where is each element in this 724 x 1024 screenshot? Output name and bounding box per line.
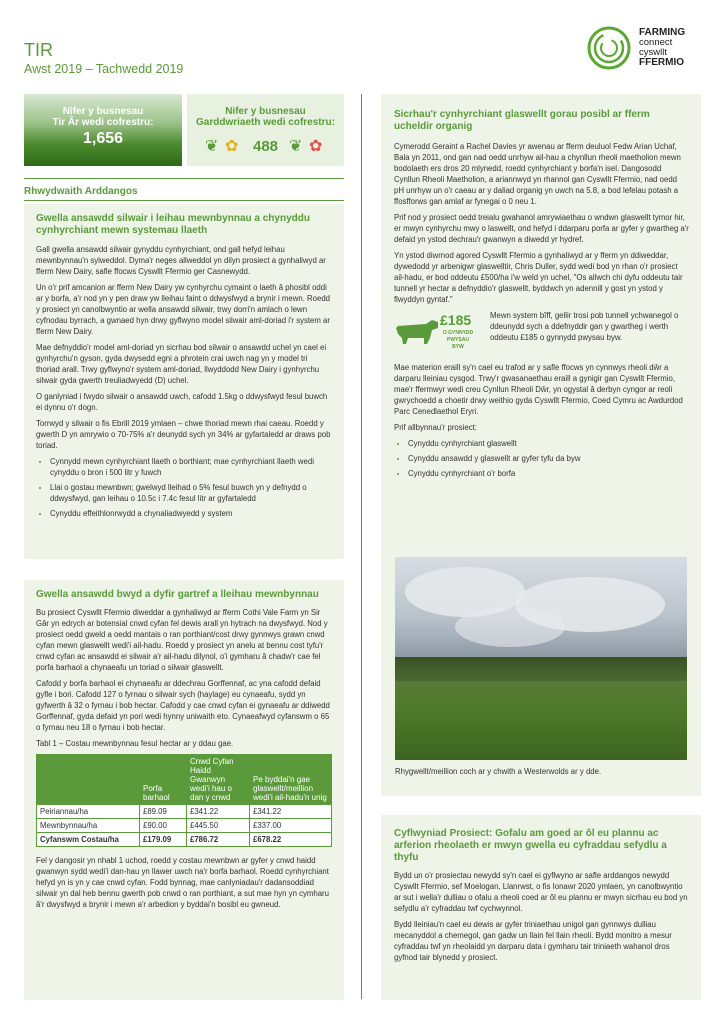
list-item: • Llai o gostau mewnbwn; gwelwyd lleihad o 5% fesul buwch yn y defnydd o ddwysfwyd, gan leihau o 10.5c i 7.4c fesul litr ar gyfartaledd [50, 482, 332, 504]
page-title: TIR [24, 40, 53, 60]
page-subtitle: Awst 2019 – Tachwedd 2019 [24, 62, 184, 76]
stat-hort-label-2: Garddwriaeth wedi cofrestru: [196, 117, 335, 128]
paragraph: Bu prosiect Cyswllt Ffermio diweddar a gynhaliwyd ar fferm Cothi Vale Farm yn Sir Gâr yn edrych ar botensial cnwd cyfan fel dewis arall yn hytrach na dwysfwyd. Nod y prosiect oedd gweld a oedd mantais o ran porthiant/cost drwy gynnwys grawn cnwd cyfan mewn glaswellt wedi'i ail-hadu. Roedd y prosiect yn anelu at bennu cost tyfu'r cnwd cyfan ac ansawdd ei silwair a'r ail-hadu dilynol, o'i gymharu â chadw'r cae fel porfa barhaol a chynaeafu un toriad o silwair glaswellt. [36, 608, 328, 672]
paragraph: Fel y dangosir yn nhabl 1 uchod, roedd y costau mewnbwn ar gyfer y cnwd haidd gwanwyn sydd wedi'i dan-hau yn llawer uwch na'r borfa barhaol. Roedd cynhyrchiant hefyd yn is yn y cae cnwd cyfan. Fodd bynnag, mae canlyniadau'r dadansoddiad silwair yn dal heb bennu gwerth pob cnwd o ran porthiant, a sut mae hyn yn cymharu â'r dwysfwyd a brynir i mewn a'r arbedion y byddai'n bosibl eu gwneud. [36, 856, 329, 909]
table-caption: Tabl 1 – Costau mewnbynnau fesul hectar ar y ddau gae. [36, 739, 234, 748]
paragraph: Gall gwella ansawdd silwair gynyddu cynhyrchiant, ond gall hefyd leihau mewnbynnau'n sylweddol. Dyma'r neges allweddol yn dilyn prosiect a gynhaliwyd ar fferm New Dairy, safle ffocws Cyswllt Ffermio ger Casnewydd. [36, 245, 326, 276]
plant-icon: ❦ [289, 138, 303, 155]
table-cell: £786.72 [187, 833, 250, 847]
list-item: • Cynnydd mewn cynhyrchiant llaeth o borthiant; mae cynhyrchiant llaeth wedi cynyddu o bron i 500 litr y fuwch [50, 456, 332, 478]
article-title: Gwella ansawdd bwyd a dyfir gartref a lleihau mewnbynnau [36, 589, 319, 600]
bullet-list [36, 456, 332, 519]
table-header [37, 755, 140, 805]
article-tree-care [381, 815, 701, 1000]
article-feed-quality [24, 580, 344, 1000]
paragraph: Cymerodd Geraint a Rachel Davies yr awenau ar fferm deuluol Fedw Arian Uchaf, Bala yn 2011, ond gan nad oedd unrhyw ail-hau a chynllun rheoli maetholion mewn bodolaeth ers dros 20 mlynedd, roedd cynhyrchiant y borfa'n isel. Dangosodd Cynllun Rheoli Maetholion, a ariannwyd yn rhannol gan Cyswllt Ffermio, nad oedd pH unrhyw un o'r caeau ar y daliad organig yn uwch na 5.8, a bod lefelau potash a ffosfforws gan amlaf ar fynegai o 0 neu 1. [394, 142, 681, 206]
paragraph: Bydd lleiniau'n cael eu dewis ar gyfer triniaethau unigol gan gynnwys dulliau mecanyddol a chemegol, gan gadw un llain fel llain rheoli. Bydd monitro a mesur cyfraddau twf yn rheolaidd yn darparu data i gymharu tair triniaeth wahanol dros gyfnod tair blynedd y prosiect. [394, 920, 672, 962]
logo-ring-icon [585, 24, 633, 72]
cost-table [36, 754, 332, 847]
paragraph: Cafodd y borfa barhaol ei chynaeafu ar ddechrau Gorffennaf, ac yna cafodd defaid gyfle i bori. Cafodd 127 o fyrnau o silwair sych (haylage) eu cynaeafu, sydd yn gyfwerth â 32 o fyrnau i bob hectar. Cafodd y cae cnwd cyfan ei gynaeafu ar ddiwedd Gorffennaf, gyda defaid yn pori wedi hynny uniwaith eto. Cynaeafwyd cyfanswm o 65 o fyrnau neu 18 o fyrnau i bob hectar. [36, 679, 330, 732]
list-item: • Cynyddu effeithlonrwydd a chynaliadwyedd y system [50, 508, 332, 519]
table-cell: Peiriannau/ha [37, 805, 140, 819]
table-header: Cnwd Cyfan Haidd Gwanwyn wedi'i hau o dan y cnwd [187, 755, 250, 805]
article-title: Sicrhau'r cynhyrchiant glaswellt gorau posibl ar fferm ucheldir organig [394, 109, 650, 132]
article-title: Cyflwyniad Prosiect: Gofalu am goed ar ôl eu plannu ac arferion rheolaeth er mwyn gwella eu cyfraddau sefydlu a thyfu [394, 828, 667, 863]
stat-land-label-2: Tir Âr wedi cofrestru: [52, 117, 154, 128]
paragraph: Bydd un o'r prosiectau newydd sy'n cael ei gyflwyno ar safle arddangos newydd Cyswllt Ffermio, sef Moelogan, Llanrwst, o fis Ionawr 2020 ymlaen, yn canolbwyntio ar sut i wella'r dulliau o ofalu a rheoli coed ar ôl eu plannu er mwyn sicrhau eu bod yn sefydlu a'r cyfraddau twf cychwynnol. [394, 871, 688, 913]
paragraph: Yn ystod diwrnod agored Cyswllt Ffermio a gynhaliwyd ar y fferm yn ddiweddar, dywedodd yr arbenigwr glaswelltir, Chris Duller, sydd wedi bod yn rhan o'r prosiect ail-hadu, er bod oddeutu £500/ha i'w weld yn uchel, "Os allwch chi dyfu oddeutu tair tunnell yr hectar a defnyddio'r glaswellt, byddwch yn adennill y gost yn ystod y flwyddyn gyntaf." [394, 251, 683, 304]
list-item: • Cynyddu cynhyrchiant glaswellt [408, 438, 689, 449]
list-item: • Cynyddu ansawdd y glaswellt ar gyfer tyfu da byw [408, 453, 689, 464]
column-divider [361, 94, 362, 999]
section-heading: Rhwydwaith Arddangos [24, 186, 138, 197]
table-row [37, 833, 332, 847]
cow-badge-value: £185 [440, 312, 472, 328]
table-cell: Mewnbynnau/ha [37, 819, 140, 833]
table-cell: £179.09 [140, 833, 187, 847]
bullet-list [394, 438, 689, 479]
table-header-row [37, 755, 332, 805]
stat-land-value: 1,656 [82, 130, 124, 147]
plant-icon: ❦ [205, 138, 219, 155]
logo-text-1: FARMING [639, 27, 686, 38]
table-cell: £341.22 [187, 805, 250, 819]
divider [24, 178, 344, 179]
field-photo [395, 557, 687, 760]
logo-text-4: FFERMIO [639, 57, 684, 68]
paragraph: Mewn system bîff, gellir trosi pob tunnell ychwanegol o ddeunydd sych a ddefnyddir gan y gwartheg i werth oddeutu £185 o gynnydd pwysau byw. [490, 311, 679, 342]
flower-icon: ✿ [225, 138, 239, 155]
table-cell: £89.09 [140, 805, 187, 819]
table-cell: £337.00 [250, 819, 332, 833]
cow-badge-text: O GYNNYDD [442, 330, 474, 336]
stat-hort-label-1: Nifer y busnesau [225, 106, 306, 117]
cow-icon [394, 316, 440, 346]
table-cell: £341.22 [250, 805, 332, 819]
paragraph: O ganlyniad i fwydo silwair o ansawdd uwch, cafodd 1.5kg o ddwysfwyd fesul buwch ei dynnu o'r dogn. [36, 392, 328, 412]
cow-badge-text: PWYSAU [447, 337, 469, 343]
paragraph: Prif nod y prosiect oedd treialu gwahanol amrywiaethau o wndwn glaswellt tymor hir, er mwyn cynhyrchu mwy o laswellt, ond hefyd i ddarparu porfa ar gyfer y gwartheg a'r defaid yn ystod dechrau'r gwanwyn a diwedd yr hydref. [394, 213, 689, 244]
stat-box-land [24, 94, 182, 166]
flower-icon: ✿ [309, 138, 323, 155]
cow-badge-text: BYW [452, 344, 464, 350]
photo-caption: Rhygwellt/meillion coch ar y chwith a Westerwolds ar y dde. [395, 767, 602, 776]
table-cell: £445.50 [187, 819, 250, 833]
cow-badge [394, 312, 474, 360]
paragraph: Un o'r prif amcanion ar fferm New Dairy yw cynhyrchu cymaint o laeth â phosibl oddi ar y borfa, a'r nod yn y pen draw yw lleihau faint o ddwysfwyd a brynir i mewn. Roedd y prosiect yn canolbwyntio ar wella ansawdd silwair, trwy dorri'n amlach o lewn cyfnodau byrrach, a gwnaed hyn drwy gyflwyno model silwair aml-doriad i'r system ar fferm New Dairy. [36, 283, 331, 336]
paragraph: Torrwyd y silwair o fis Ebrill 2019 ymlaen – chwe thoriad mewn rhai caeau. Roedd y gwerth D yn amrywio o 70-75% a'r deunydd sych yn 34% ar gyfartaledd ar draws pob toriad. [36, 419, 331, 450]
paragraph: Prif allbynnau'r prosiect: [394, 423, 477, 432]
table-cell: £90.00 [140, 819, 187, 833]
article-title: Gwella ansawdd silwair i leihau mewnbynnau a chynyddu cynhyrchiant mewn systemau llaeth [36, 213, 310, 236]
farming-connect-logo [585, 24, 705, 76]
stat-land-label-1: Nifer y busnesau [62, 106, 144, 117]
logo-text-2: connect [639, 37, 673, 48]
table-header: Porfa barhaol [140, 755, 187, 805]
paragraph: Mae defnyddio'r model aml-doriad yn sicrhau bod silwair o ansawdd uchel yn cael ei gynhyrchu'n gyson, gyda dwysedd egni a phrotein crai uwch nag yn y model tri thoriad arall. Trwy gyflwyno'r system aml-doriad, llwyddodd New Dairy i gynhyrchu silwair gyda gwerth treuliadwyedd (D) uchel. [36, 343, 327, 385]
table-cell: Cyfanswm Costau/ha [37, 833, 140, 847]
table-row [37, 805, 332, 819]
stat-box-horticulture [187, 94, 344, 166]
table-row [37, 819, 332, 833]
divider [24, 200, 344, 201]
article-silage [24, 204, 344, 559]
logo-text-3: cyswllt [639, 47, 667, 58]
table-header: Pe byddai'n gae glaswellt/meillion wedi'i ail-hadu'n unig [250, 755, 332, 805]
stat-hort-value: 488 [252, 138, 279, 155]
list-item: • Cynyddu cynhyrchiant o'r borfa [408, 468, 689, 479]
table-cell: £678.22 [250, 833, 332, 847]
paragraph: Mae materion eraill sy'n cael eu trafod ar y safle ffocws yn cynnwys rheoli dŵr a darparu lleiniau cysgod. Trwy'r gwasanaethau eraill a gynigir gan Cyswllt Ffermio, mae'r ffermwyr wedi creu Cynllun Rheoli Dŵr, yn ogystal â derbyn cyngor ar reoli gwrychoedd a choetir drwy weithio gyda Cyswllt Ffermio, Coed Cymru ac Awdurdod Parc Cenedlaethol Eryri. [394, 363, 683, 416]
